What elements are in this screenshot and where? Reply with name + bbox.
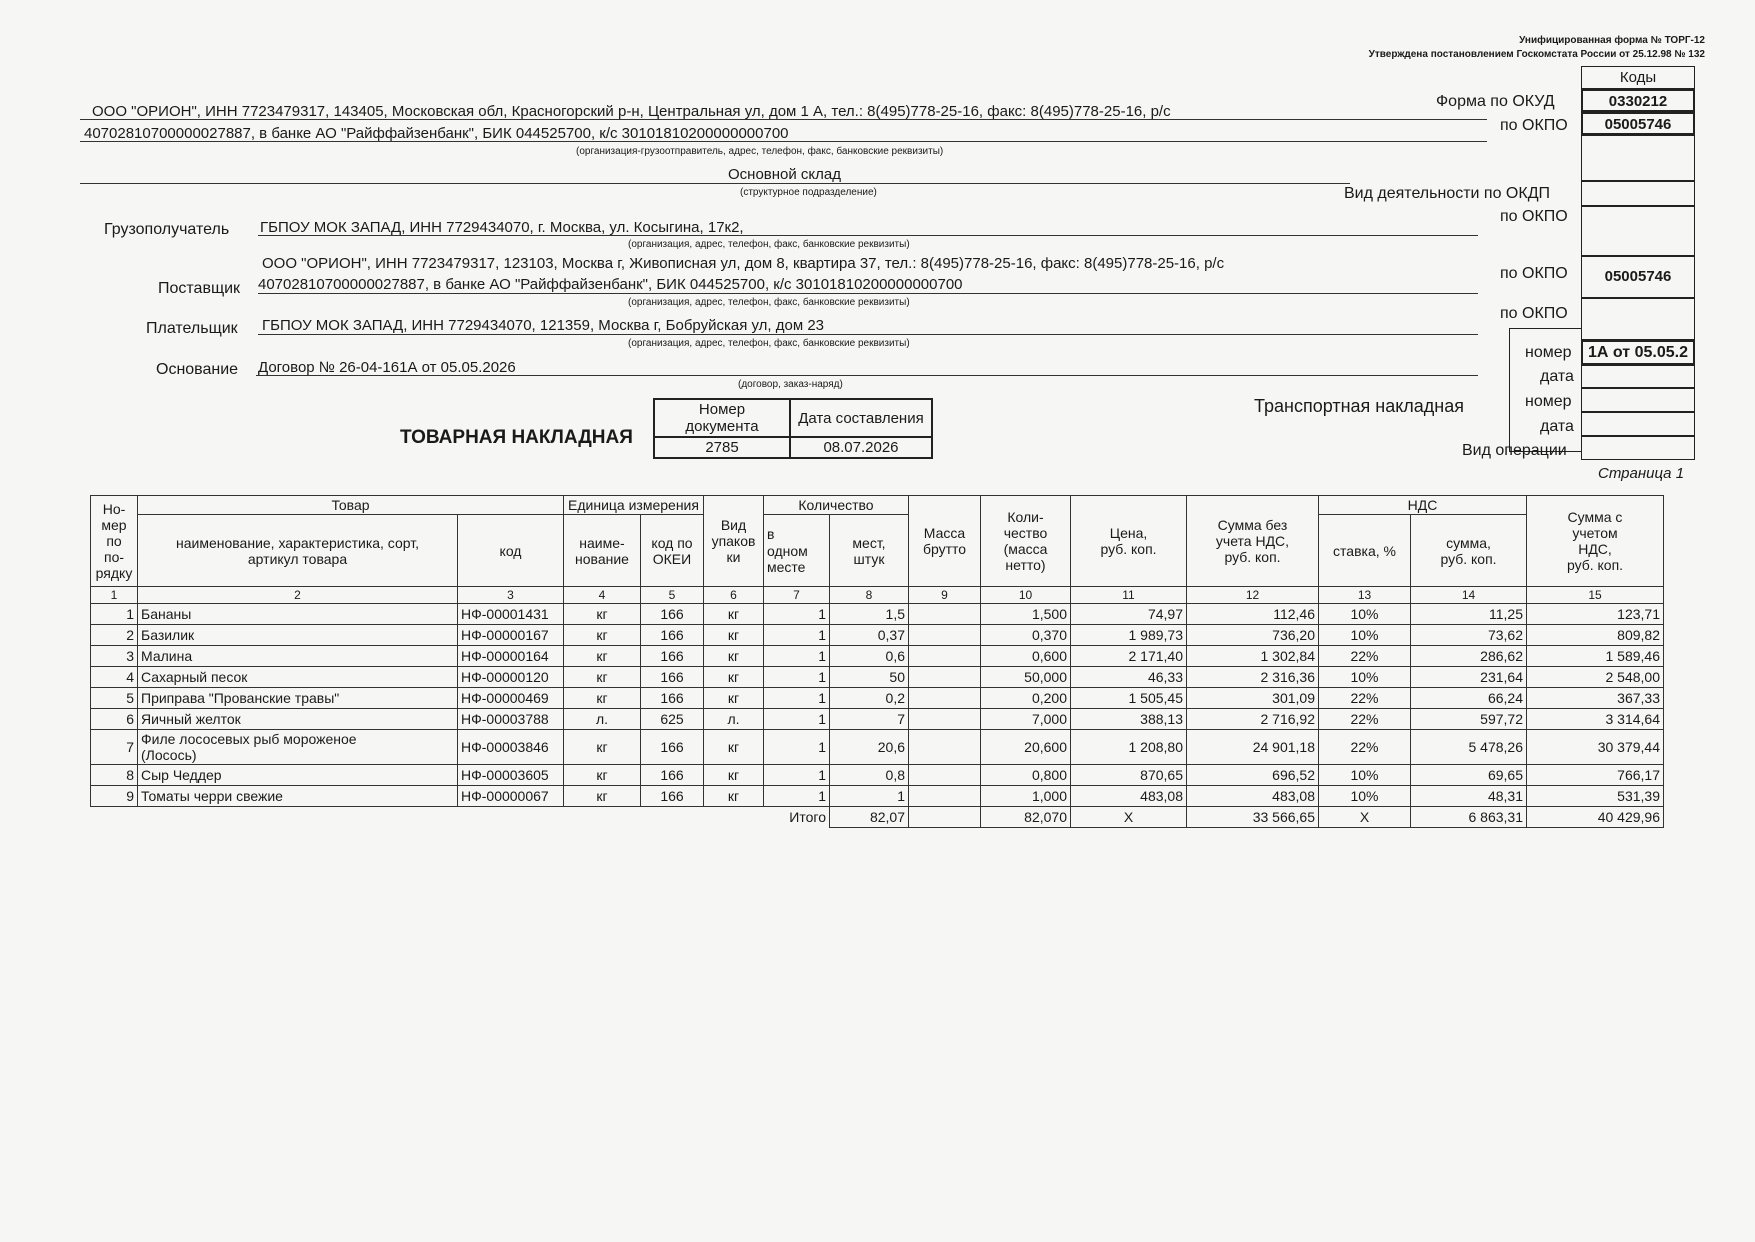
basis-date-label: дата [1540,368,1574,385]
cell-places: 0,2 [830,688,909,709]
table-row [91,667,1664,688]
th-places: мест, штук [830,515,909,587]
cell-sum: 301,09 [1187,688,1319,709]
shipper-line1: ООО "ОРИОН", ИНН 7723479317, 143405, Московская обл, Красногорский р-н, Центральная ул, дом 1 А, тел.: 8(495)778-25-16, факс: 8(495)778-25-16, р/с [92,103,1171,120]
supplier-line2: 40702810700000027887, в банке АО "Райффайзенбанк", БИК 044525700, к/с 30101810200000000700 [258,276,963,293]
cell-code: НФ-00000164 [458,646,564,667]
cell-total: 766,17 [1527,765,1664,786]
codes-title: Коды [1581,66,1695,89]
cell-code: НФ-00003788 [458,709,564,730]
okpo3-code: 05005746 [1581,256,1695,298]
cell-sum: 2 316,36 [1187,667,1319,688]
cell-rate: 10% [1319,625,1411,646]
cell-rate: 22% [1319,730,1411,765]
cell-n: 3 [91,646,138,667]
division-underline [80,183,1350,184]
table-row [91,730,1664,765]
th-code: код [458,515,564,587]
cell-total: 123,71 [1527,604,1664,625]
payer-underline [258,334,1478,335]
cell-one: 1 [764,667,830,688]
cell-unit: кг [564,604,641,625]
basis-value: Договор № 26-04-161А от 05.05.2026 [258,359,516,376]
doc-number-header: Номер документа [654,399,790,437]
cell-pack: кг [704,604,764,625]
cell-price: 870,65 [1071,765,1187,786]
cell-price: 1 989,73 [1071,625,1187,646]
cell-one: 1 [764,646,830,667]
cell-vat: 48,31 [1411,786,1527,807]
cell-rate: 10% [1319,667,1411,688]
totals-total: 40 429,96 [1527,807,1664,828]
cell-pack: кг [704,730,764,765]
transport-number-label: номер [1525,393,1572,410]
th-goods: Товар [138,496,564,515]
okdp-code [1581,181,1695,206]
transport-number-code [1581,388,1695,412]
okpo-label: по ОКПО [1500,117,1568,134]
cell-code: НФ-00001431 [458,604,564,625]
cell-code: НФ-00003605 [458,765,564,786]
cell-sum: 24 901,18 [1187,730,1319,765]
th-vat: НДС [1319,496,1527,515]
cell-unit: л. [564,709,641,730]
cell-vat: 597,72 [1411,709,1527,730]
cell-n: 5 [91,688,138,709]
supplier-line1: ООО "ОРИОН", ИНН 7723479317, 123103, Москва г, Живописная ул, дом 8, квартира 37, тел.: 8(495)778-25-16, факс: 8(495)778-25-16, р/с [262,255,1225,272]
basis-underline [256,375,1478,376]
cell-n: 2 [91,625,138,646]
cell-rate: 10% [1319,765,1411,786]
th-unit: Единица измерения [564,496,704,515]
cell-one: 1 [764,765,830,786]
cell-sum: 1 302,84 [1187,646,1319,667]
column-index: 4 [564,587,641,604]
cell-name: Базилик [138,625,458,646]
okud-label: Форма по ОКУД [1436,93,1555,110]
column-index: 11 [1071,587,1187,604]
totals-sum: 33 566,65 [1187,807,1319,828]
doc-number-value: 2785 [654,437,790,458]
document-number-box [653,398,933,459]
table-row [91,604,1664,625]
cell-unit: кг [564,667,641,688]
cell-rate: 22% [1319,688,1411,709]
cell-gross [909,786,981,807]
cell-gross [909,730,981,765]
cell-okei: 166 [641,730,704,765]
th-qty: Количество [764,496,909,515]
column-index: 13 [1319,587,1411,604]
goods-table [90,495,1664,828]
supplier-caption: (организация, адрес, телефон, факс, банковские реквизиты) [628,297,910,308]
cell-net: 50,000 [981,667,1071,688]
column-index: 14 [1411,587,1527,604]
cell-unit: кг [564,625,641,646]
cell-name: Яичный желток [138,709,458,730]
cell-price: 483,08 [1071,786,1187,807]
cell-total: 3 314,64 [1527,709,1664,730]
cell-unit: кг [564,730,641,765]
column-index: 10 [981,587,1071,604]
division-value: Основной склад [728,166,842,183]
cell-net: 1,000 [981,786,1071,807]
cell-okei: 166 [641,786,704,807]
cell-vat: 286,62 [1411,646,1527,667]
transport-date-label: дата [1540,418,1574,435]
totals-places: 82,07 [830,807,909,828]
cell-gross [909,625,981,646]
th-pack: Вид упаков ки [704,496,764,587]
cell-okei: 166 [641,604,704,625]
th-unit-name: наиме- нование [564,515,641,587]
column-index: 3 [458,587,564,604]
cell-rate: 10% [1319,786,1411,807]
cell-places: 7 [830,709,909,730]
supplier-label: Поставщик [158,280,241,297]
document-title: ТОВАРНАЯ НАКЛАДНАЯ [400,427,633,448]
basis-date-code [1581,365,1695,388]
cell-n: 6 [91,709,138,730]
cell-price: 388,13 [1071,709,1187,730]
okud-code: 0330212 [1581,89,1695,112]
transport-date-code [1581,412,1695,436]
okpo2-code [1581,206,1695,256]
shipper-underline1 [80,119,1487,120]
cell-one: 1 [764,709,830,730]
th-okei: код по ОКЕИ [641,515,704,587]
totals-row [91,807,1664,828]
cell-sum: 2 716,92 [1187,709,1319,730]
cell-net: 20,600 [981,730,1071,765]
cell-n: 8 [91,765,138,786]
cell-net: 0,600 [981,646,1071,667]
cell-places: 0,8 [830,765,909,786]
cell-net: 0,370 [981,625,1071,646]
cell-code: НФ-00000469 [458,688,564,709]
cell-sum: 736,20 [1187,625,1319,646]
cell-one: 1 [764,688,830,709]
cell-unit: кг [564,688,641,709]
okpo4-label: по ОКПО [1500,305,1568,322]
operation-code [1581,436,1695,460]
cell-one: 1 [764,625,830,646]
consignee-value: ГБПОУ МОК ЗАПАД, ИНН 7729434070, г. Москва, ул. Косыгина, 17к2, [260,219,744,236]
cell-name: Бананы [138,604,458,625]
cell-net: 7,000 [981,709,1071,730]
cell-pack: кг [704,786,764,807]
page-number: Страница 1 [1598,465,1685,482]
cell-pack: л. [704,709,764,730]
totals-vat: 6 863,31 [1411,807,1527,828]
cell-vat: 69,65 [1411,765,1527,786]
totals-rate: Х [1319,807,1411,828]
column-index: 12 [1187,587,1319,604]
cell-rate: 22% [1319,709,1411,730]
totals-net: 82,070 [981,807,1071,828]
th-price: Цена, руб. коп. [1071,496,1187,587]
cell-name: Сахарный песок [138,667,458,688]
table-row [91,688,1664,709]
cell-places: 1 [830,786,909,807]
column-index: 7 [764,587,830,604]
column-index: 5 [641,587,704,604]
cell-name: Сыр Чеддер [138,765,458,786]
codes-column [1581,66,1695,460]
code-cell-empty [1581,135,1695,181]
cell-okei: 166 [641,765,704,786]
column-index: 6 [704,587,764,604]
okdp-label: Вид деятельности по ОКДП [1344,185,1551,202]
cell-gross [909,709,981,730]
shipper-caption: (организация-грузоотправитель, адрес, телефон, факс, банковские реквизиты) [576,146,944,157]
cell-gross [909,604,981,625]
cell-places: 0,37 [830,625,909,646]
doc-date-header: Дата составления [790,399,932,437]
cell-okei: 166 [641,667,704,688]
th-total: Сумма с учетом НДС, руб. коп. [1527,496,1664,587]
column-index: 2 [138,587,458,604]
okpo2-label: по ОКПО [1500,208,1568,225]
table-row [91,625,1664,646]
form-type-note: Унифицированная форма № ТОРГ-12 [1519,35,1705,46]
consignee-caption: (организация, адрес, телефон, факс, банковские реквизиты) [628,239,910,250]
form-approval-note: Утверждена постановлением Госкомстата России от 25.12.98 № 132 [1368,49,1705,60]
basis-number-label: номер [1525,344,1572,361]
cell-unit: кг [564,765,641,786]
division-caption: (структурное подразделение) [740,187,877,198]
cell-n: 9 [91,786,138,807]
cell-places: 20,6 [830,730,909,765]
cell-sum: 696,52 [1187,765,1319,786]
cell-pack: кг [704,765,764,786]
doc-date-value: 08.07.2026 [790,437,932,458]
shipper-line2: 40702810700000027887, в банке АО "Райффайзенбанк", БИК 044525700, к/с 30101810200000000700 [84,125,789,142]
cell-sum: 483,08 [1187,786,1319,807]
cell-price: 46,33 [1071,667,1187,688]
cell-name: Филе лососевых рыб мороженое (Лосось) [138,730,458,765]
okpo-code: 05005746 [1581,112,1695,135]
transport-label: Транспортная накладная [1254,396,1465,416]
totals-label: Итого [789,809,826,826]
cell-name: Приправа "Прованские травы" [138,688,458,709]
cell-n: 1 [91,604,138,625]
th-name: наименование, характеристика, сорт, артикул товара [138,515,458,587]
totals-gross [909,807,981,828]
cell-okei: 166 [641,646,704,667]
th-net: Коли- чество (масса нетто) [981,496,1071,587]
cell-net: 0,200 [981,688,1071,709]
cell-gross [909,646,981,667]
basis-caption: (договор, заказ-наряд) [738,379,843,390]
column-index: 1 [91,587,138,604]
column-index-row [91,587,1664,604]
cell-places: 1,5 [830,604,909,625]
cell-pack: кг [704,667,764,688]
table-row [91,765,1664,786]
table-row [91,646,1664,667]
okpo4-code [1581,298,1695,340]
cell-total: 2 548,00 [1527,667,1664,688]
th-one-place: в одном месте [764,515,830,587]
cell-okei: 625 [641,709,704,730]
column-index: 9 [909,587,981,604]
cell-vat: 66,24 [1411,688,1527,709]
cell-places: 50 [830,667,909,688]
cell-pack: кг [704,625,764,646]
cell-total: 1 589,46 [1527,646,1664,667]
column-index: 15 [1527,587,1664,604]
cell-price: 74,97 [1071,604,1187,625]
consignee-label: Грузополучатель [104,221,230,238]
cell-rate: 10% [1319,604,1411,625]
th-vat-sum: сумма, руб. коп. [1411,515,1527,587]
payer-value: ГБПОУ МОК ЗАПАД, ИНН 7729434070, 121359, Москва г, Бобруйская ул, дом 23 [262,317,825,334]
cell-name: Томаты черри свежие [138,786,458,807]
cell-net: 0,800 [981,765,1071,786]
operation-label: Вид операции [1462,442,1567,459]
cell-gross [909,688,981,709]
cell-n: 7 [91,730,138,765]
cell-code: НФ-00000120 [458,667,564,688]
cell-rate: 22% [1319,646,1411,667]
cell-price: 1 505,45 [1071,688,1187,709]
okpo3-label: по ОКПО [1500,265,1568,282]
cell-net: 1,500 [981,604,1071,625]
cell-pack: кг [704,688,764,709]
cell-vat: 11,25 [1411,604,1527,625]
consignee-underline [258,235,1478,236]
cell-n: 4 [91,667,138,688]
th-sum: Сумма без учета НДС, руб. коп. [1187,496,1319,587]
cell-total: 809,82 [1527,625,1664,646]
cell-code: НФ-00003846 [458,730,564,765]
cell-one: 1 [764,604,830,625]
totals-price: Х [1071,807,1187,828]
table-row [91,709,1664,730]
column-index: 8 [830,587,909,604]
cell-gross [909,667,981,688]
cell-total: 367,33 [1527,688,1664,709]
supplier-underline [258,293,1478,294]
cell-unit: кг [564,786,641,807]
cell-vat: 5 478,26 [1411,730,1527,765]
cell-gross [909,765,981,786]
cell-pack: кг [704,646,764,667]
cell-sum: 112,46 [1187,604,1319,625]
cell-name: Малина [138,646,458,667]
cell-vat: 73,62 [1411,625,1527,646]
cell-vat: 231,64 [1411,667,1527,688]
cell-unit: кг [564,646,641,667]
payer-caption: (организация, адрес, телефон, факс, банковские реквизиты) [628,338,910,349]
cell-price: 1 208,80 [1071,730,1187,765]
cell-price: 2 171,40 [1071,646,1187,667]
th-num: Но- мер по по- рядку [91,496,138,587]
cell-code: НФ-00000067 [458,786,564,807]
cell-one: 1 [764,730,830,765]
cell-code: НФ-00000167 [458,625,564,646]
cell-okei: 166 [641,625,704,646]
payer-label: Плательщик [146,320,238,337]
th-rate: ставка, % [1319,515,1411,587]
cell-one: 1 [764,786,830,807]
basis-label: Основание [156,361,239,378]
cell-total: 30 379,44 [1527,730,1664,765]
cell-okei: 166 [641,688,704,709]
basis-number-code: 1А от 05.05.2 [1581,340,1695,365]
shipper-underline2 [80,141,1487,142]
cell-total: 531,39 [1527,786,1664,807]
cell-places: 0,6 [830,646,909,667]
table-row [91,786,1664,807]
th-gross: Масса брутто [909,496,981,587]
